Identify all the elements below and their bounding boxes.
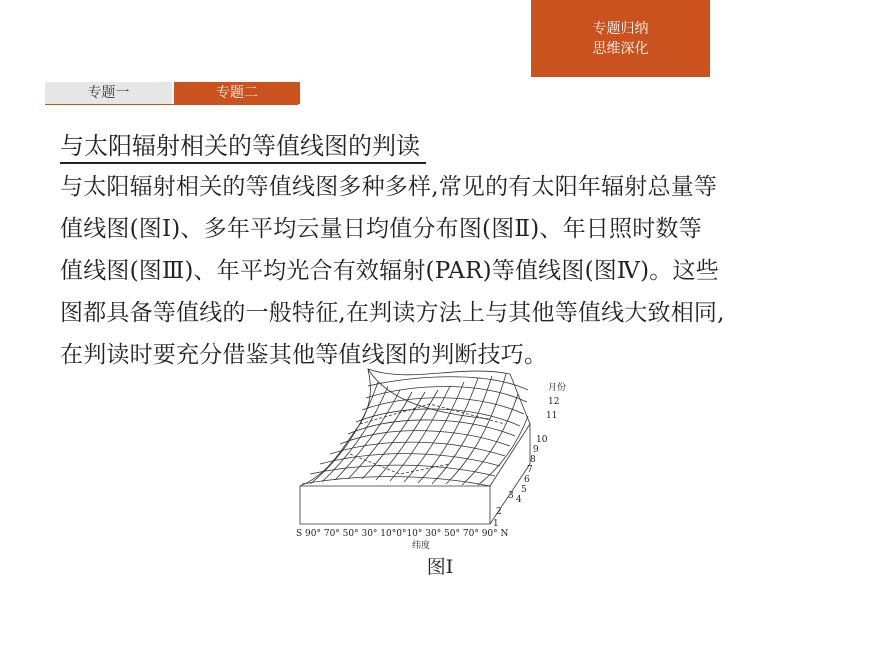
section-nav-line2: 思维深化 [592, 40, 649, 57]
latitude-axis-title: 纬度 [412, 541, 431, 551]
month-tick: 6 [524, 475, 530, 485]
month-tick: 5 [521, 485, 527, 495]
section-nav-line1: 专题归纳 [592, 20, 649, 37]
month-tick: 7 [527, 465, 533, 475]
tab-divider [45, 104, 298, 105]
month-tick: 10 [536, 435, 548, 445]
month-axis [493, 381, 566, 529]
section-heading: 与太阳辐射相关的等值线图的判读 [60, 130, 426, 164]
radiation-3d-figure [290, 364, 580, 576]
body-paragraph [60, 166, 820, 376]
month-tick: 8 [530, 455, 536, 465]
paragraph-line: 与太阳辐射相关的等值线图多种多样,常见的有太阳年辐射总量等 [60, 174, 718, 200]
month-tick: 12 [548, 397, 560, 407]
paragraph-line: 值线图(图Ⅰ)、多年平均云量日均值分布图(图Ⅱ)、年日照时数等 [60, 216, 702, 242]
topic-tabs [45, 82, 300, 104]
surface-mesh [300, 369, 530, 524]
figure-caption: 图Ⅰ [426, 556, 454, 578]
paragraph-line: 在判读时要充分借鉴其他等值线图的判断技巧。 [60, 342, 548, 368]
paragraph-line: 值线图(图Ⅲ)、年平均光合有效辐射(PAR)等值线图(图Ⅳ)。这些 [60, 258, 719, 284]
month-tick: 9 [533, 445, 539, 455]
radiation-surface-plot [290, 364, 580, 554]
month-axis-title: 月份 [548, 383, 567, 393]
latitude-ticks: S 90° 70° 50° 30° 10°0°10° 30° 50° 70° 90° N [296, 529, 509, 539]
month-tick: 4 [516, 495, 522, 505]
month-tick: 2 [496, 507, 502, 517]
month-tick: 3 [508, 491, 514, 501]
paragraph-line: 图都具备等值线的一般特征,在判读方法上与其他等值线大致相同, [60, 300, 725, 326]
month-tick: 11 [546, 411, 558, 421]
section-nav-button[interactable] [531, 0, 710, 77]
month-tick: 1 [493, 519, 499, 529]
tab-topic-2[interactable]: 专题二 [174, 82, 300, 104]
tab-topic-1[interactable]: 专题一 [45, 82, 172, 104]
